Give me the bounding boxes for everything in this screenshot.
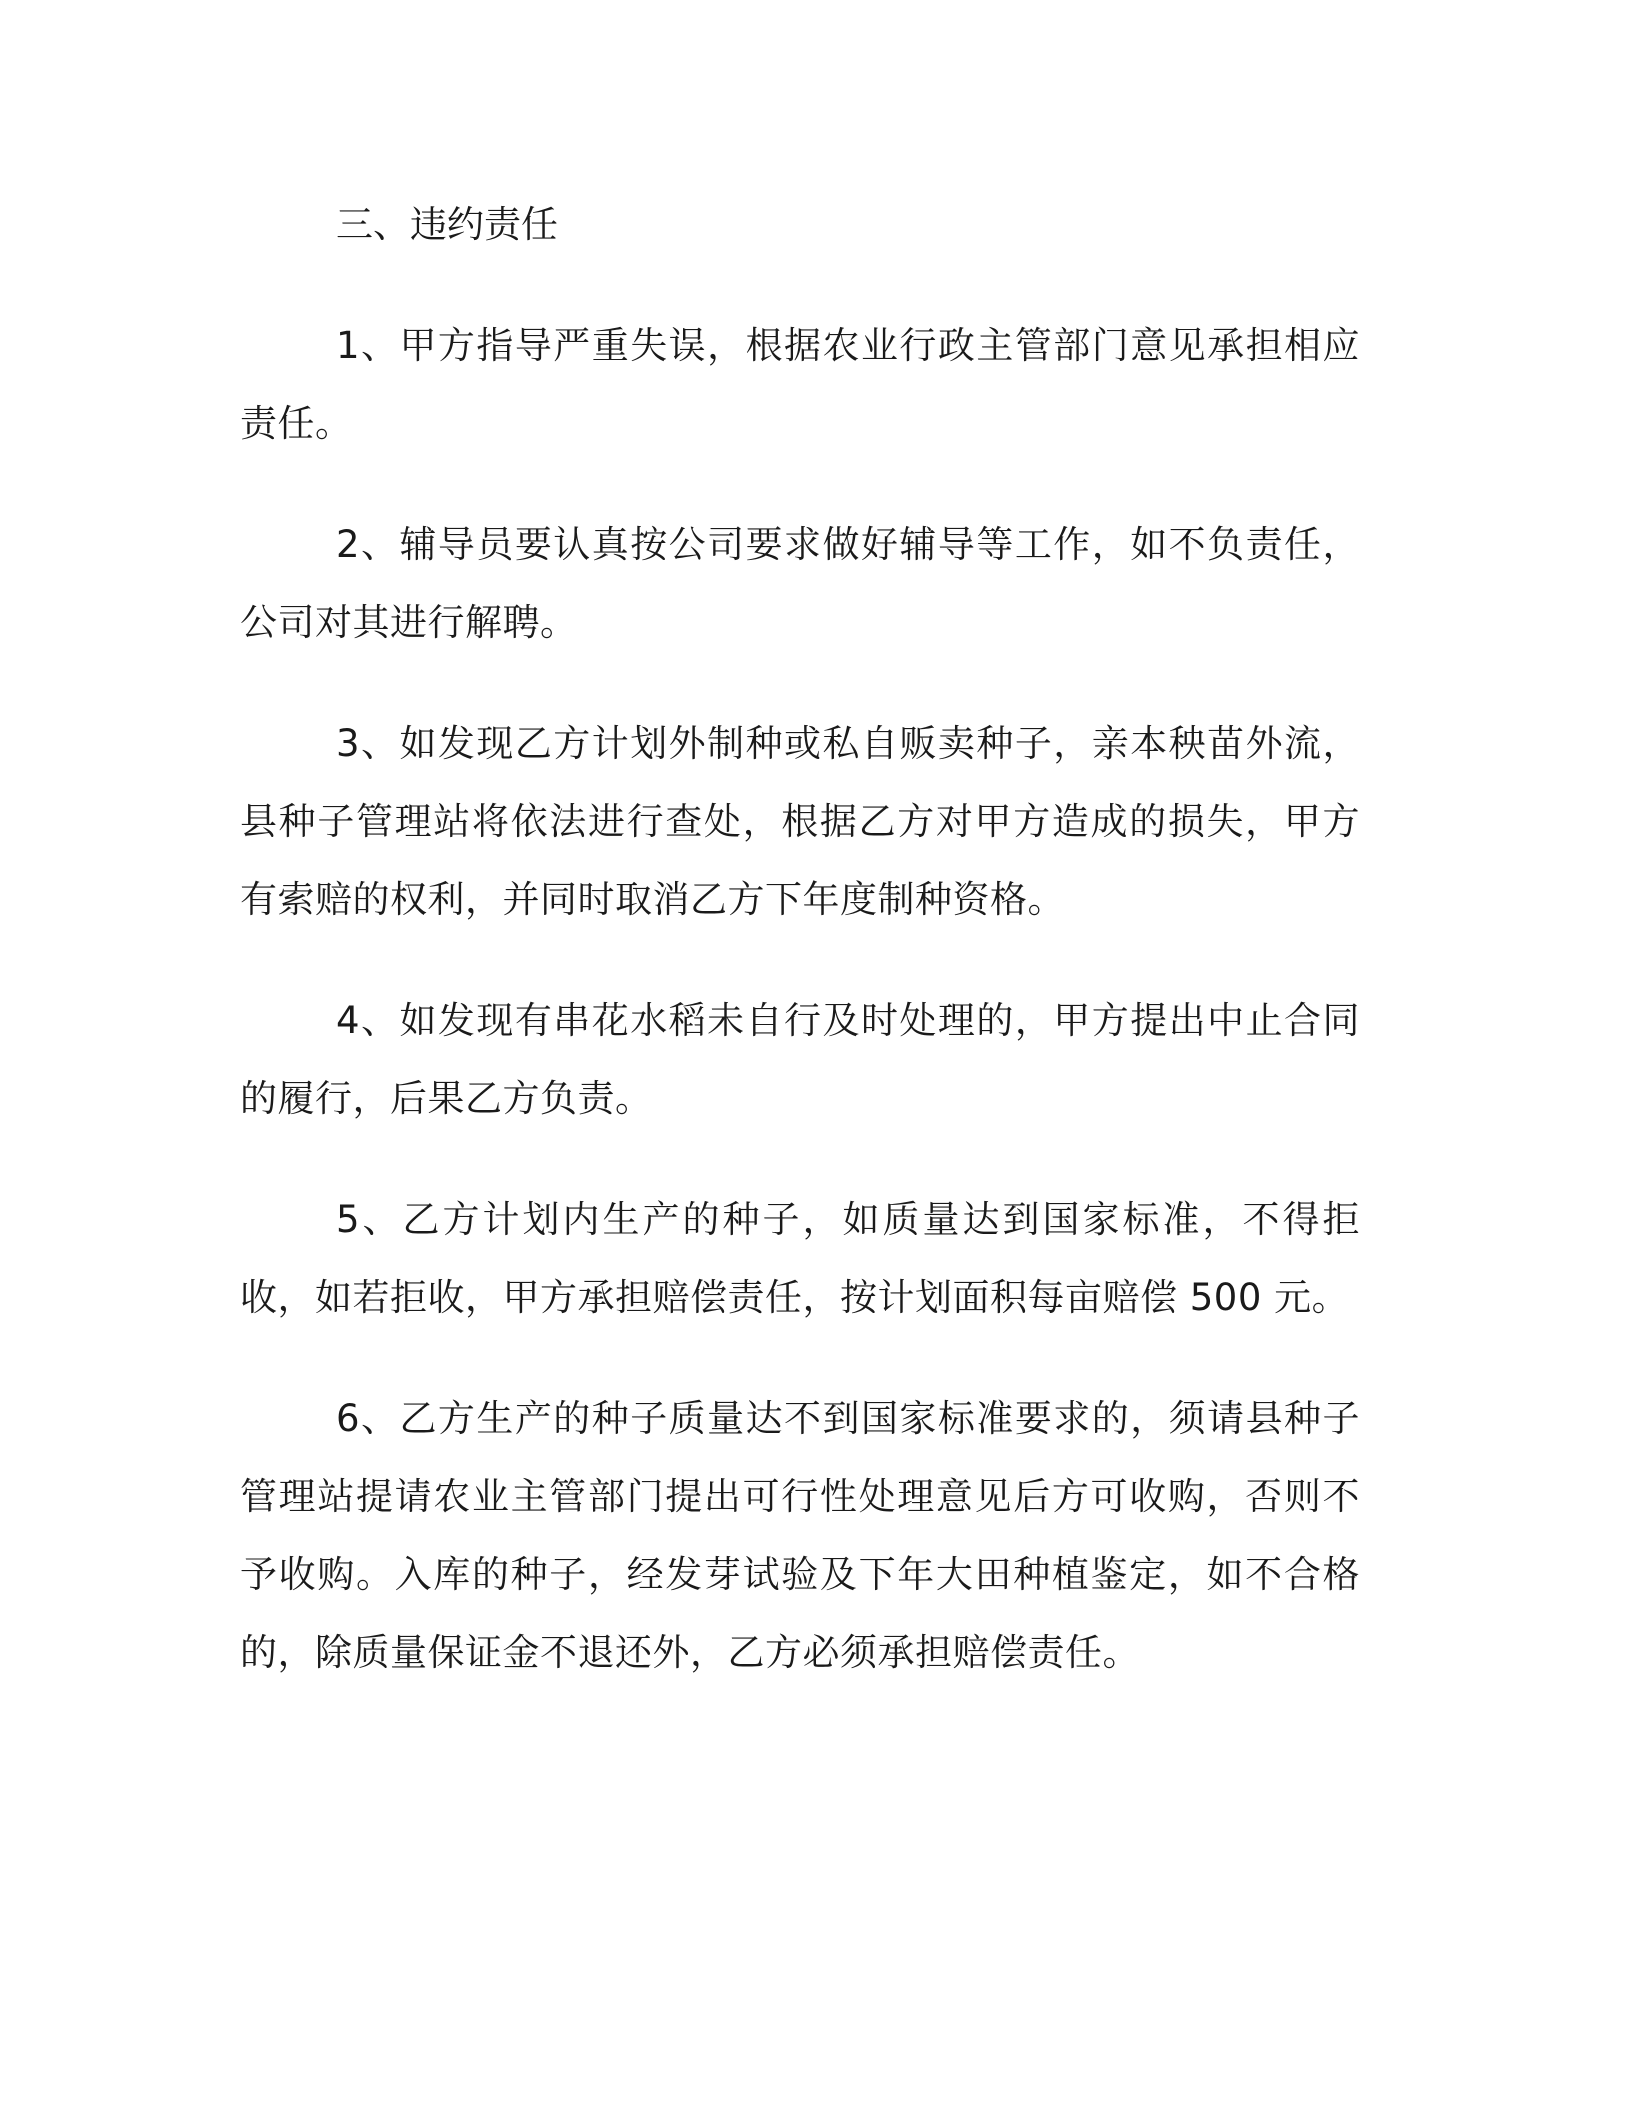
clause-3: 3、如发现乙方计划外制种或私自贩卖种子，亲本秧苗外流，县种子管理站将依法进行查处，根据乙方对甲方造成的损失，甲方有索赔的权利，并同时取消乙方下年度制种资格。	[240, 722, 1360, 921]
clause-1: 1、甲方指导严重失误，根据农业行政主管部门意见承担相应责任。	[240, 324, 1360, 445]
clause-6: 6、乙方生产的种子质量达不到国家标准要求的，须请县种子管理站提请农业主管部门提出可行性处理意见后方可收购，否则不予收购。入库的种子，经发芽试验及下年大田种植鉴定，如不合格的，除质量保证金不退还外，乙方必须承担赔偿责任。	[240, 1397, 1360, 1674]
clause-5: 5、乙方计划内生产的种子，如质量达到国家标准，不得拒收，如若拒收，甲方承担赔偿责任，按计划面积每亩赔偿 500 元。	[240, 1198, 1360, 1319]
clause-4: 4、如发现有串花水稻未自行及时处理的，甲方提出中止合同的履行，后果乙方负责。	[240, 999, 1360, 1120]
clause-2: 2、辅导员要认真按公司要求做好辅导等工作，如不负责任，公司对其进行解聘。	[240, 523, 1360, 644]
section-title: 三、违约责任	[336, 203, 558, 246]
document-body	[240, 186, 1360, 1735]
